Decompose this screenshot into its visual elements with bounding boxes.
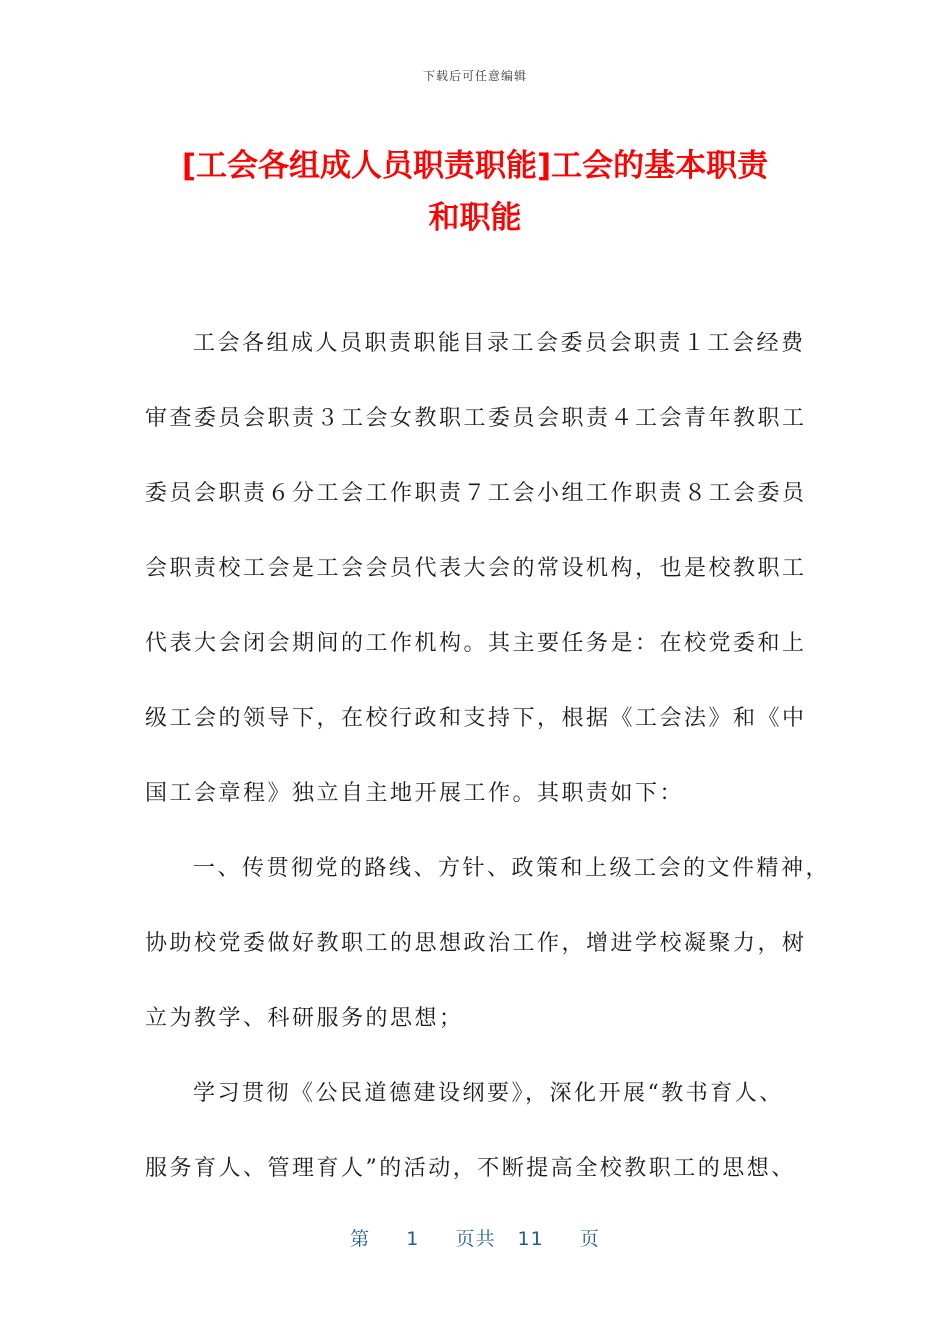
page-header-note: 下载后可任意编辑: [422, 69, 527, 83]
footer-page-suffix: 页: [579, 1228, 600, 1250]
body-line: 工会各组成人员职责职能目录工会委员会职责１工会经费: [193, 331, 806, 356]
document-title: [120, 140, 830, 244]
document-title-line-1: [工会各组成人员职责职能]工会的基本职责: [181, 148, 769, 184]
footer-page-total: 11: [517, 1228, 544, 1250]
body-line: 服务育人、管理育人”的活动，不断提高全校教职工的思想、: [145, 1156, 796, 1181]
body-line: 协助校党委做好教职工的思想政治工作，增进学校凝聚力，树: [145, 931, 807, 956]
body-line: 级工会的领导下，在校行政和支持下，根据《工会法》和《中: [145, 706, 807, 731]
body-line: 审查委员会职责３工会女教职工委员会职责４工会青年教职工: [145, 406, 807, 431]
footer-page-number: 1: [406, 1228, 420, 1250]
document-title-line-2: 和职能: [428, 200, 522, 236]
page-footer: [0, 1224, 950, 1251]
body-line: 国工会章程》独立自主地开展工作。其职责如下：: [145, 781, 685, 806]
body-line: 一、传贯彻党的路线、方针、政策和上级工会的文件精神，: [193, 856, 831, 881]
footer-page-prefix: 第: [350, 1228, 371, 1250]
body-line: 会职责校工会是工会会员代表大会的常设机构，也是校教职工: [145, 556, 807, 581]
body-line: 立为教学、科研服务的思想；: [145, 1006, 464, 1031]
body-line: 代表大会闭会期间的工作机构。其主要任务是：在校党委和上: [145, 631, 807, 656]
body-line: 委员会职责６分工会工作职责７工会小组工作职责８工会委员: [145, 481, 807, 506]
document-body: [145, 318, 831, 1218]
body-line: 学习贯彻《公民道德建设纲要》，深化开展“教书育人、: [193, 1081, 784, 1106]
footer-page-middle: 页共: [455, 1228, 496, 1250]
